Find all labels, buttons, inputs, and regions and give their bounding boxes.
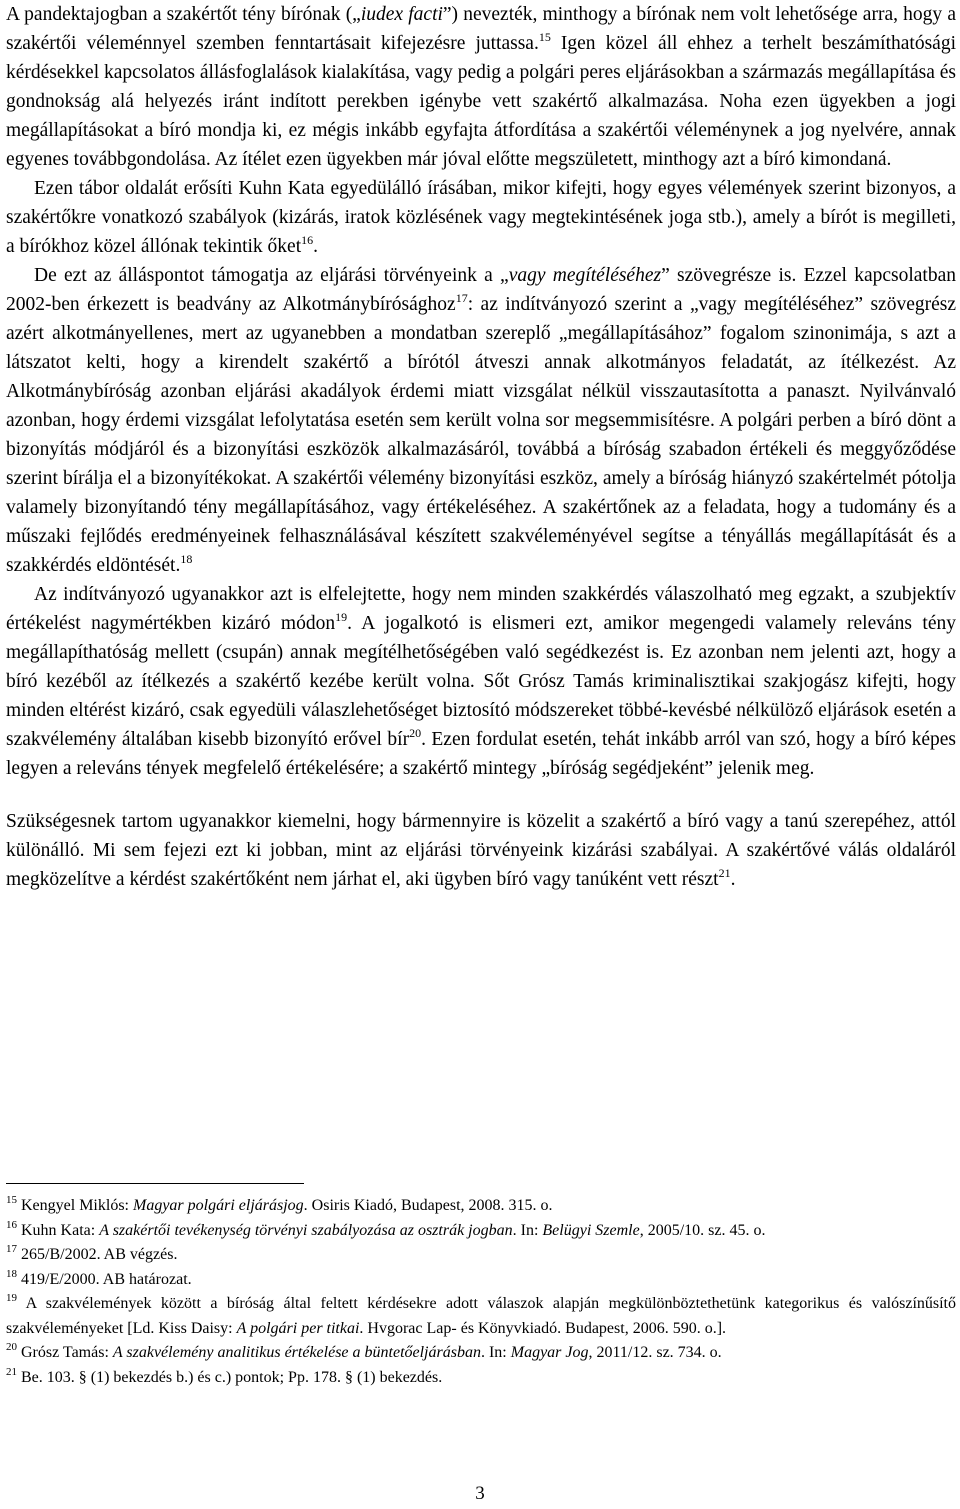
footnote-reference: 17 <box>6 1243 17 1255</box>
text-run: Igen közel áll ehhez a terhelt beszámíthatósági kérdésekkel kapcsolatos állásfoglalások kialakítása, vagy pedig a polgári peres eljárásokban a származás megállapítása és gondnokság alá helyezés iránt indított perekben igénybe vett szakértő alkalmazása. Noha ezen ügyekben a jogi megállapításokat a bíró mondja ki, ez mégis inkább egyfajta átfordítása a szakértői véleménynek a jog nyelvére, annak egyenes továbbgondolása. Az ítélet ezen ügyekben már jóval előtte megszületett, minthogy azt a bíró kimondaná. <box>6 33 956 170</box>
text-run: . In: <box>480 1344 511 1361</box>
footnote-reference: 18 <box>6 1267 17 1280</box>
footnote-reference: 16 <box>6 1218 17 1231</box>
text-run: , 2011/12. sz. 734. o. <box>588 1344 722 1361</box>
paragraph <box>6 261 956 580</box>
footnote-separator <box>6 1183 304 1184</box>
text-run: Grósz Tamás: <box>17 1344 113 1361</box>
text-run: De ezt az álláspontot támogatja az eljárási törvényeink a „ <box>34 265 509 286</box>
footnote-reference: 18 <box>180 552 193 566</box>
text-run: A szakvélemények között a bíróság által feltett kérdésekre adott válaszok alapján megkülönböztethetünk kategorikus és valószínűsítő szakvéleményeket [Ld. Kiss Daisy: <box>6 1295 956 1337</box>
footnote-reference: 20 <box>409 726 422 740</box>
text-run: Az indítványozó ugyanakkor azt is elfelejtette, hogy nem minden szakkérdés válaszolható meg egzakt, a szubjektív értékelést nagymértékben kizáró módon <box>6 584 956 634</box>
footnote <box>6 1243 956 1268</box>
text-run: Kuhn Kata: <box>17 1221 100 1239</box>
footnote-reference: 21 <box>6 1365 17 1378</box>
paragraph <box>6 807 956 894</box>
footnotes <box>6 1194 956 1390</box>
text-run: 419/E/2000. AB határozat. <box>17 1270 192 1288</box>
paragraph <box>6 0 956 174</box>
footnote-reference: 15 <box>538 30 551 44</box>
text-run: . <box>313 236 318 257</box>
text-run: . Osiris Kiadó, Budapest, 2008. 315. o. <box>303 1197 553 1214</box>
text-run: 265/B/2002. AB végzés. <box>17 1246 178 1263</box>
text-run: : az indítványozó szerint a „vagy megítéléséhez” szövegrész azért alkotmányellenes, mert az ugyanebben a mondatban szereplő „megállapításához” fogalom szinonimája, s azt a látszatot kelti, hogy a kirendelt szakértő a bírótól átveszi annak alkotmányos feladatát, az ítélkezést. Az Alkotmánybíróság azonban eljárási akadályok érdemi miatt vizsgálat nélkül visszautasította a panaszt. Nyilvánvaló azonban, hogy érdemi vizsgálat lefolytatása esetén sem került volna sor megsemmisítésre. A polgári perben a bíró dönt a bizonyítás módjáról és a bizonyítási eszközök alkalmazásáról, továbbá a bíróság szabadon értékeli és meggyőződése szerint bírálja el a bizonyítékokat. A szakértői vélemény bizonyítási eszköz, amely a bíróság hiányzó szakértelmét pótolja valamely bizonyítandó tény megállapításához, vagy értékeléséhez. A szakértőnek az a feladata, hogy a tudomány és a műszaki fejlődés eredményeinek felhasználásával készített szakvéleményével segítse a tényállás megállapítását és a szakkérdés eldöntését. <box>6 294 956 576</box>
text-run: . A jogalkotó is elismeri ezt, amikor megengedi valamely releváns tény megállapíthatóság mellett (csupán) annak megítélhetőségében való segédkezést is. Ez azonban nem jelenti azt, hogy a bíró kezéből az ítélkezés a szakértő kezébe került volna. Sőt Grósz Tamás kriminalisztikai szakjogász kifejti, hogy minden eltérést kizáró, csak egyedüli válaszlehetőséget biztosító módszereket többé-kevésbé nélkülöző eljárások esetén a szakvélemény általában kisebb bizonyító erővel bír <box>6 613 956 750</box>
footnote <box>6 1219 956 1244</box>
footnote-reference: 21 <box>718 866 731 880</box>
main-text <box>6 0 956 894</box>
footnote-reference: 20 <box>6 1341 17 1353</box>
text-run: ”) nevezték, minthogy a bírónak nem volt lehetősége arra, hogy a szakértői véleménnyel szemben fenntartásait kifejezésre juttassa. <box>6 4 956 54</box>
text-run: Ezen tábor oldalát erősíti Kuhn Kata egyedülálló írásában, mikor kifejti, hogy egyes vélemények szerint bizonyos, a szakértőkre vonatkozó szabályok (kizárás, iratok közlésének vagy megtekintésének joga stb.), amely a bírót is megilleti, a bírókhoz közel állónak tekintik őket <box>6 178 956 257</box>
text-run: . Ezen fordulat esetén, tehát inkább arról van szó, hogy a bíró képes legyen a releváns tények megfelelő értékelésére; a szakértő mintegy „bíróság segédjeként” jelenik meg. <box>6 729 956 779</box>
text-run: , 2005/10. sz. 45. o. <box>639 1221 766 1239</box>
paragraph <box>6 174 956 261</box>
text-run: A pandektajogban a szakértőt tény bírónak („ <box>6 4 361 25</box>
footnote <box>6 1292 956 1341</box>
footnote <box>6 1341 956 1366</box>
italic-text: Magyar Jog <box>510 1344 589 1361</box>
italic-text: A szakértői tevékenység törvényi szabályozása az osztrák jogban <box>99 1221 513 1239</box>
italic-text: iudex facti <box>360 4 443 25</box>
text-run: Szükségesnek tartom ugyanakkor kiemelni, hogy bármennyire is közelit a szakértő a bíró vagy a tanú szerepéhez, attól különálló. Mi sem fejezi ezt ki jobban, mint az eljárási törvényeink kizárási szabályai. A szakértővé válás oldaláról megközelítve a kérdést szakértőként nem járhat el, aki ügyben bíró vagy tanúként vett részt <box>6 811 956 890</box>
footnote-reference: 19 <box>6 1292 17 1304</box>
text-run: . In: <box>512 1221 543 1239</box>
page-number: 3 <box>475 1483 485 1504</box>
footnote-reference: 19 <box>335 610 348 624</box>
italic-text: Magyar polgári eljárásjog <box>133 1197 304 1214</box>
italic-text: A szakvélemény analitikus értékelése a büntetőeljárásban <box>112 1344 481 1361</box>
italic-text: Belügyi Szemle <box>542 1221 640 1239</box>
text-run: Be. 103. § (1) bekezdés b.) és c.) pontok; Pp. 178. § (1) bekezdés. <box>17 1368 443 1386</box>
footnote <box>6 1268 956 1293</box>
footnote-reference: 16 <box>301 233 314 247</box>
footnote <box>6 1194 956 1219</box>
footnote-reference: 17 <box>455 291 468 305</box>
paragraph <box>6 580 956 783</box>
italic-text: A polgári per titkai <box>236 1319 360 1337</box>
footnote-reference: 15 <box>6 1194 17 1206</box>
italic-text: vagy megítéléséhez <box>508 265 662 286</box>
text-run: . Hvgorac Lap- és Könyvkiadó. Budapest, 2006. 590. o.]. <box>359 1319 727 1337</box>
text-run: . <box>730 869 736 890</box>
text-run: ” szövegrésze is. Ezzel kapcsolatban 2002-ben érkezett is beadvány az Alkotmánybírósághoz <box>6 265 956 315</box>
text-run: Kengyel Miklós: <box>17 1197 133 1214</box>
footnote <box>6 1366 956 1391</box>
